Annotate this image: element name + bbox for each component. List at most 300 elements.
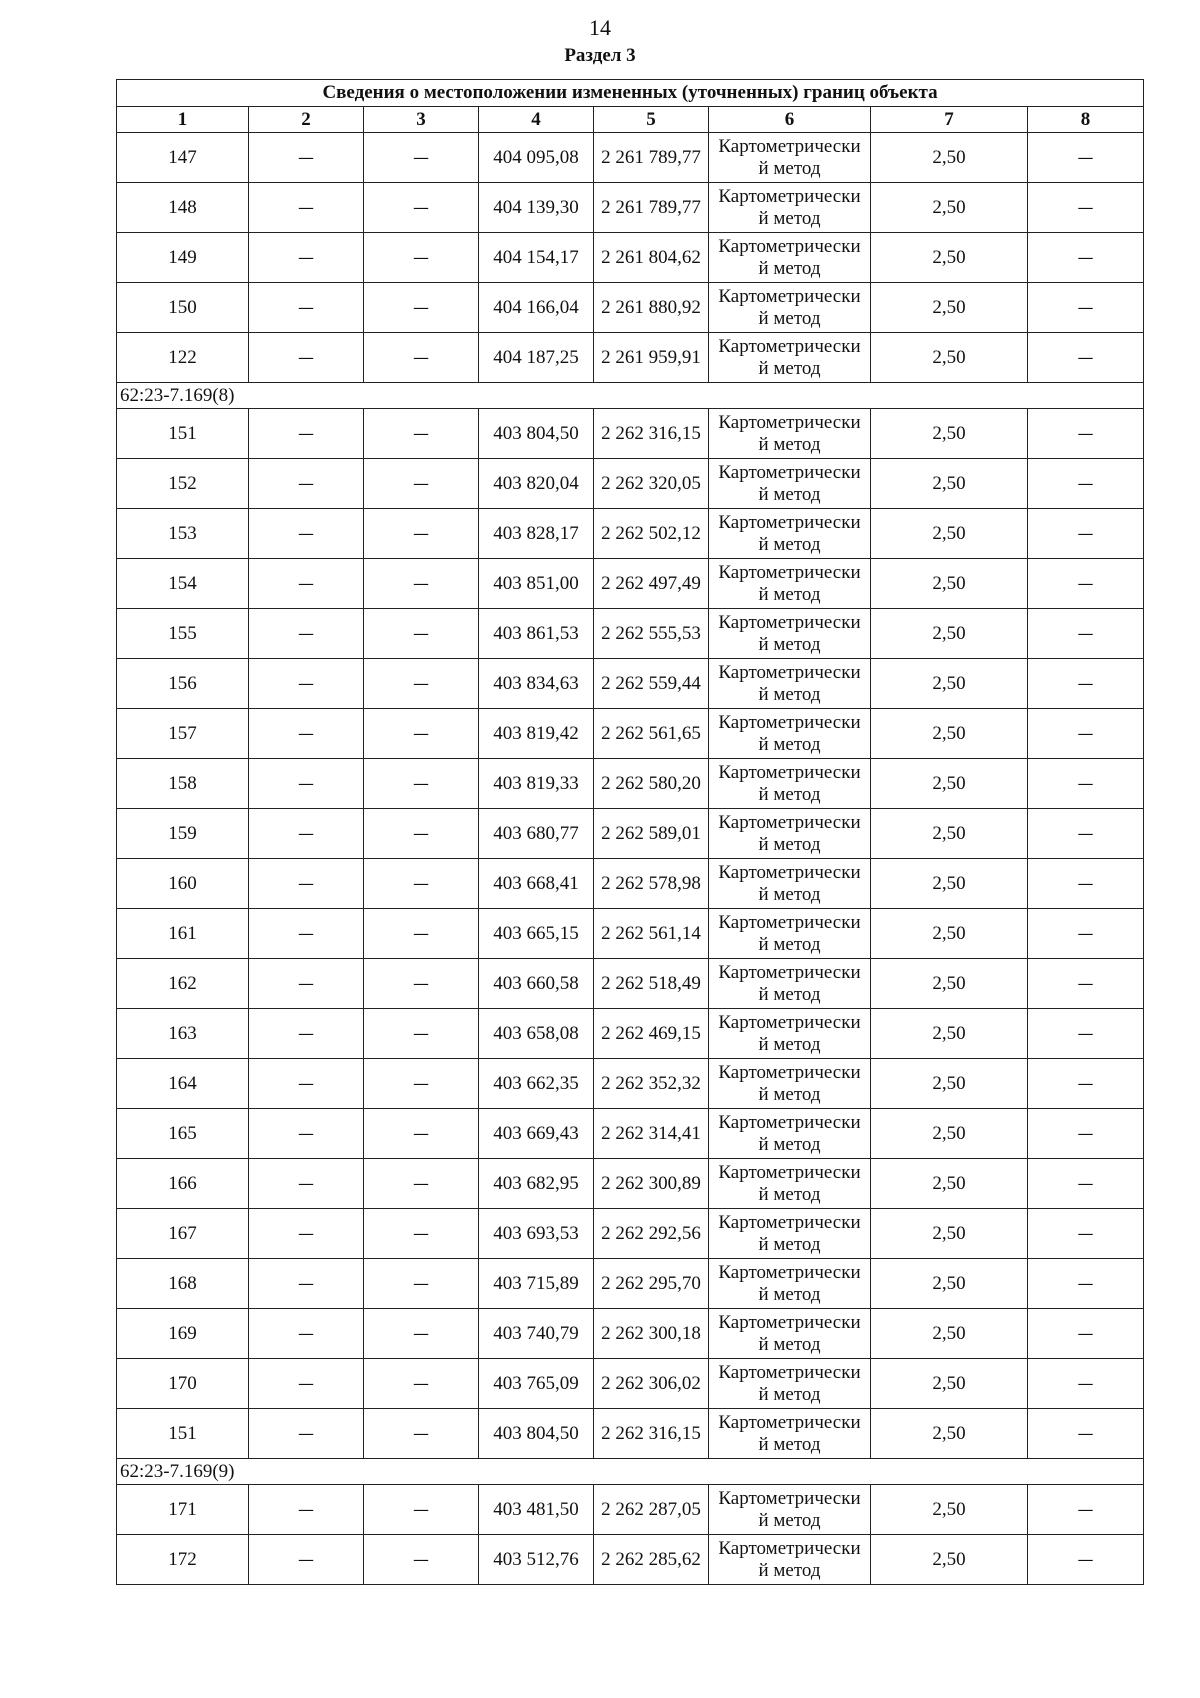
method-line: Картометрически bbox=[718, 1361, 861, 1383]
coordinate-y-cell: 2 262 555,53 bbox=[594, 609, 709, 659]
column-header: 2 bbox=[249, 107, 364, 133]
method-cell bbox=[709, 1159, 871, 1209]
coordinate-x-cell: 403 660,58 bbox=[479, 959, 594, 1009]
precision-cell: 2,50 bbox=[871, 1359, 1028, 1409]
table-row bbox=[117, 1309, 1144, 1359]
precision-cell: 2,50 bbox=[871, 609, 1028, 659]
column-header-row bbox=[117, 107, 1144, 133]
coordinate-x-cell: 403 804,50 bbox=[479, 409, 594, 459]
table-row bbox=[117, 709, 1144, 759]
precision-cell: 2,50 bbox=[871, 659, 1028, 709]
column-header: 7 bbox=[871, 107, 1028, 133]
empty-dash-cell: — bbox=[1028, 809, 1144, 859]
point-number-cell: 151 bbox=[117, 1409, 249, 1459]
empty-dash-cell: — bbox=[1028, 1209, 1144, 1259]
coordinate-y-cell: 2 262 580,20 bbox=[594, 759, 709, 809]
method-cell bbox=[709, 909, 871, 959]
method-line: й метод bbox=[758, 1233, 821, 1255]
method-cell bbox=[709, 759, 871, 809]
coordinate-x-cell: 403 682,95 bbox=[479, 1159, 594, 1209]
coordinate-x-cell: 403 819,33 bbox=[479, 759, 594, 809]
coordinate-x-cell: 403 740,79 bbox=[479, 1309, 594, 1359]
empty-dash-cell: — bbox=[364, 1535, 479, 1585]
empty-dash-cell: — bbox=[1028, 909, 1144, 959]
point-number-cell: 156 bbox=[117, 659, 249, 709]
method-line: й метод bbox=[758, 1283, 821, 1305]
table-row bbox=[117, 1159, 1144, 1209]
method-cell bbox=[709, 559, 871, 609]
empty-dash-cell: — bbox=[1028, 759, 1144, 809]
empty-dash-cell: — bbox=[1028, 133, 1144, 183]
empty-dash-cell: — bbox=[364, 1259, 479, 1309]
method-cell bbox=[709, 183, 871, 233]
empty-dash-cell: — bbox=[364, 1159, 479, 1209]
method-line: Картометрически bbox=[718, 1261, 861, 1283]
method-line: й метод bbox=[758, 1509, 821, 1531]
precision-cell: 2,50 bbox=[871, 1159, 1028, 1209]
table-row bbox=[117, 1109, 1144, 1159]
table-row bbox=[117, 459, 1144, 509]
column-header: 4 bbox=[479, 107, 594, 133]
empty-dash-cell: — bbox=[1028, 1535, 1144, 1585]
point-number-cell: 171 bbox=[117, 1485, 249, 1535]
precision-cell: 2,50 bbox=[871, 1109, 1028, 1159]
method-cell bbox=[709, 859, 871, 909]
method-line: й метод bbox=[758, 1559, 821, 1581]
coordinate-x-cell: 403 851,00 bbox=[479, 559, 594, 609]
method-line: й метод bbox=[758, 683, 821, 705]
empty-dash-cell: — bbox=[249, 659, 364, 709]
point-number-cell: 166 bbox=[117, 1159, 249, 1209]
empty-dash-cell: — bbox=[249, 1259, 364, 1309]
empty-dash-cell: — bbox=[1028, 559, 1144, 609]
empty-dash-cell: — bbox=[1028, 509, 1144, 559]
coordinate-y-cell: 2 262 316,15 bbox=[594, 409, 709, 459]
coordinate-x-cell: 403 662,35 bbox=[479, 1059, 594, 1109]
method-cell bbox=[709, 509, 871, 559]
page-number: 14 bbox=[589, 15, 611, 40]
point-number-cell: 168 bbox=[117, 1259, 249, 1309]
empty-dash-cell: — bbox=[249, 859, 364, 909]
method-line: Картометрически bbox=[718, 1011, 861, 1033]
empty-dash-cell: — bbox=[249, 1485, 364, 1535]
coordinate-x-cell: 403 680,77 bbox=[479, 809, 594, 859]
method-line: й метод bbox=[758, 1333, 821, 1355]
precision-cell: 2,50 bbox=[871, 1009, 1028, 1059]
empty-dash-cell: — bbox=[1028, 1409, 1144, 1459]
empty-dash-cell: — bbox=[249, 1535, 364, 1585]
precision-cell: 2,50 bbox=[871, 183, 1028, 233]
table-row bbox=[117, 509, 1144, 559]
method-line: Картометрически bbox=[718, 335, 861, 357]
empty-dash-cell: — bbox=[1028, 859, 1144, 909]
table-row bbox=[117, 959, 1144, 1009]
coordinate-x-cell: 403 819,42 bbox=[479, 709, 594, 759]
coordinate-x-cell: 404 139,30 bbox=[479, 183, 594, 233]
empty-dash-cell: — bbox=[249, 333, 364, 383]
coordinate-x-cell: 404 095,08 bbox=[479, 133, 594, 183]
empty-dash-cell: — bbox=[364, 709, 479, 759]
method-line: Картометрически bbox=[718, 1487, 861, 1509]
empty-dash-cell: — bbox=[249, 509, 364, 559]
method-line: Картометрически bbox=[718, 861, 861, 883]
method-cell bbox=[709, 1409, 871, 1459]
empty-dash-cell: — bbox=[364, 1059, 479, 1109]
method-line: й метод bbox=[758, 833, 821, 855]
empty-dash-cell: — bbox=[249, 1159, 364, 1209]
method-line: Картометрически bbox=[718, 561, 861, 583]
coordinate-x-cell: 403 820,04 bbox=[479, 459, 594, 509]
empty-dash-cell: — bbox=[1028, 609, 1144, 659]
method-cell bbox=[709, 333, 871, 383]
coordinate-x-cell: 403 665,15 bbox=[479, 909, 594, 959]
table-row bbox=[117, 1209, 1144, 1259]
table-row bbox=[117, 659, 1144, 709]
empty-dash-cell: — bbox=[249, 609, 364, 659]
coordinate-y-cell: 2 262 300,89 bbox=[594, 1159, 709, 1209]
method-line: Картометрически bbox=[718, 461, 861, 483]
point-number-cell: 164 bbox=[117, 1059, 249, 1109]
empty-dash-cell: — bbox=[1028, 709, 1144, 759]
empty-dash-cell: — bbox=[364, 1309, 479, 1359]
method-line: й метод bbox=[758, 883, 821, 905]
method-cell bbox=[709, 233, 871, 283]
table-row bbox=[117, 559, 1144, 609]
method-line: й метод bbox=[758, 633, 821, 655]
empty-dash-cell: — bbox=[249, 459, 364, 509]
empty-dash-cell: — bbox=[364, 333, 479, 383]
coordinate-x-cell: 403 669,43 bbox=[479, 1109, 594, 1159]
empty-dash-cell: — bbox=[364, 859, 479, 909]
point-number-cell: 167 bbox=[117, 1209, 249, 1259]
method-line: Картометрически bbox=[718, 135, 861, 157]
method-line: Картометрически bbox=[718, 1211, 861, 1233]
method-line: Картометрически bbox=[718, 661, 861, 683]
coordinate-y-cell: 2 262 578,98 bbox=[594, 859, 709, 909]
empty-dash-cell: — bbox=[249, 759, 364, 809]
coordinate-x-cell: 403 834,63 bbox=[479, 659, 594, 709]
empty-dash-cell: — bbox=[364, 459, 479, 509]
empty-dash-cell: — bbox=[249, 1209, 364, 1259]
coordinate-x-cell: 404 166,04 bbox=[479, 283, 594, 333]
empty-dash-cell: — bbox=[1028, 1359, 1144, 1409]
empty-dash-cell: — bbox=[249, 959, 364, 1009]
table-caption: Сведения о местоположении измененных (уточненных) границ объекта bbox=[117, 80, 1144, 107]
table-row bbox=[117, 909, 1144, 959]
column-header: 3 bbox=[364, 107, 479, 133]
empty-dash-cell: — bbox=[364, 609, 479, 659]
empty-dash-cell: — bbox=[1028, 1009, 1144, 1059]
precision-cell: 2,50 bbox=[871, 283, 1028, 333]
coordinate-x-cell: 403 715,89 bbox=[479, 1259, 594, 1309]
method-line: Картометрически bbox=[718, 811, 861, 833]
method-cell bbox=[709, 1259, 871, 1309]
empty-dash-cell: — bbox=[249, 1359, 364, 1409]
empty-dash-cell: — bbox=[249, 1109, 364, 1159]
precision-cell: 2,50 bbox=[871, 809, 1028, 859]
empty-dash-cell: — bbox=[249, 1409, 364, 1459]
table-row bbox=[117, 233, 1144, 283]
precision-cell: 2,50 bbox=[871, 709, 1028, 759]
method-line: й метод bbox=[758, 1433, 821, 1455]
coordinate-y-cell: 2 262 285,62 bbox=[594, 1535, 709, 1585]
precision-cell: 2,50 bbox=[871, 559, 1028, 609]
table-row bbox=[117, 809, 1144, 859]
method-cell bbox=[709, 459, 871, 509]
method-cell bbox=[709, 1009, 871, 1059]
empty-dash-cell: — bbox=[364, 559, 479, 609]
point-number-cell: 159 bbox=[117, 809, 249, 859]
method-cell bbox=[709, 133, 871, 183]
method-cell bbox=[709, 959, 871, 1009]
method-line: й метод bbox=[758, 1083, 821, 1105]
coordinate-x-cell: 403 765,09 bbox=[479, 1359, 594, 1409]
coordinate-y-cell: 2 261 789,77 bbox=[594, 133, 709, 183]
coordinate-y-cell: 2 262 306,02 bbox=[594, 1359, 709, 1409]
coordinate-y-cell: 2 262 589,01 bbox=[594, 809, 709, 859]
empty-dash-cell: — bbox=[249, 559, 364, 609]
empty-dash-cell: — bbox=[364, 283, 479, 333]
method-line: й метод bbox=[758, 1383, 821, 1405]
empty-dash-cell: — bbox=[364, 909, 479, 959]
precision-cell: 2,50 bbox=[871, 859, 1028, 909]
precision-cell: 2,50 bbox=[871, 1485, 1028, 1535]
empty-dash-cell: — bbox=[364, 809, 479, 859]
empty-dash-cell: — bbox=[1028, 409, 1144, 459]
empty-dash-cell: — bbox=[249, 909, 364, 959]
table-row bbox=[117, 1059, 1144, 1109]
coordinate-y-cell: 2 262 352,32 bbox=[594, 1059, 709, 1109]
empty-dash-cell: — bbox=[249, 809, 364, 859]
point-number-cell: 148 bbox=[117, 183, 249, 233]
coordinate-x-cell: 403 693,53 bbox=[479, 1209, 594, 1259]
empty-dash-cell: — bbox=[364, 509, 479, 559]
table-row bbox=[117, 609, 1144, 659]
empty-dash-cell: — bbox=[1028, 1485, 1144, 1535]
precision-cell: 2,50 bbox=[871, 1535, 1028, 1585]
precision-cell: 2,50 bbox=[871, 333, 1028, 383]
coordinate-x-cell: 403 861,53 bbox=[479, 609, 594, 659]
table-row bbox=[117, 1259, 1144, 1309]
point-number-cell: 172 bbox=[117, 1535, 249, 1585]
method-line: Картометрически bbox=[718, 1411, 861, 1433]
method-line: Картометрически bbox=[718, 285, 861, 307]
table-row bbox=[117, 759, 1144, 809]
table-row bbox=[117, 1359, 1144, 1409]
coordinate-y-cell: 2 262 316,15 bbox=[594, 1409, 709, 1459]
point-number-cell: 162 bbox=[117, 959, 249, 1009]
point-number-cell: 157 bbox=[117, 709, 249, 759]
coordinate-x-cell: 404 154,17 bbox=[479, 233, 594, 283]
point-number-cell: 147 bbox=[117, 133, 249, 183]
empty-dash-cell: — bbox=[364, 1209, 479, 1259]
precision-cell: 2,50 bbox=[871, 409, 1028, 459]
method-line: й метод bbox=[758, 1183, 821, 1205]
coordinate-y-cell: 2 262 561,14 bbox=[594, 909, 709, 959]
method-line: й метод bbox=[758, 257, 821, 279]
coordinate-x-cell: 403 804,50 bbox=[479, 1409, 594, 1459]
precision-cell: 2,50 bbox=[871, 759, 1028, 809]
coordinate-y-cell: 2 262 320,05 bbox=[594, 459, 709, 509]
point-number-cell: 150 bbox=[117, 283, 249, 333]
group-label: 62:23-7.169(9) bbox=[117, 1459, 1144, 1485]
precision-cell: 2,50 bbox=[871, 233, 1028, 283]
method-line: й метод bbox=[758, 983, 821, 1005]
method-line: й метод bbox=[758, 733, 821, 755]
precision-cell: 2,50 bbox=[871, 1409, 1028, 1459]
table-row bbox=[117, 1409, 1144, 1459]
coordinate-x-cell: 403 668,41 bbox=[479, 859, 594, 909]
coordinate-y-cell: 2 262 314,41 bbox=[594, 1109, 709, 1159]
precision-cell: 2,50 bbox=[871, 133, 1028, 183]
coordinate-y-cell: 2 262 295,70 bbox=[594, 1259, 709, 1309]
table-body bbox=[117, 133, 1144, 1585]
empty-dash-cell: — bbox=[249, 133, 364, 183]
empty-dash-cell: — bbox=[364, 233, 479, 283]
table-row bbox=[117, 859, 1144, 909]
method-line: й метод bbox=[758, 933, 821, 955]
point-number-cell: 165 bbox=[117, 1109, 249, 1159]
empty-dash-cell: — bbox=[1028, 183, 1144, 233]
method-line: Картометрически bbox=[718, 1161, 861, 1183]
method-line: й метод bbox=[758, 433, 821, 455]
method-line: Картометрически bbox=[718, 185, 861, 207]
method-cell bbox=[709, 1359, 871, 1409]
empty-dash-cell: — bbox=[364, 133, 479, 183]
table-row bbox=[117, 283, 1144, 333]
empty-dash-cell: — bbox=[1028, 1159, 1144, 1209]
method-line: й метод bbox=[758, 307, 821, 329]
coordinate-y-cell: 2 262 469,15 bbox=[594, 1009, 709, 1059]
method-line: й метод bbox=[758, 357, 821, 379]
precision-cell: 2,50 bbox=[871, 1309, 1028, 1359]
empty-dash-cell: — bbox=[364, 759, 479, 809]
point-number-cell: 153 bbox=[117, 509, 249, 559]
group-row bbox=[117, 383, 1144, 409]
empty-dash-cell: — bbox=[1028, 459, 1144, 509]
precision-cell: 2,50 bbox=[871, 1209, 1028, 1259]
precision-cell: 2,50 bbox=[871, 959, 1028, 1009]
empty-dash-cell: — bbox=[1028, 1259, 1144, 1309]
empty-dash-cell: — bbox=[364, 959, 479, 1009]
empty-dash-cell: — bbox=[249, 709, 364, 759]
precision-cell: 2,50 bbox=[871, 1259, 1028, 1309]
point-number-cell: 160 bbox=[117, 859, 249, 909]
empty-dash-cell: — bbox=[364, 1485, 479, 1535]
method-cell bbox=[709, 1209, 871, 1259]
method-line: й метод bbox=[758, 207, 821, 229]
coordinate-x-cell: 403 658,08 bbox=[479, 1009, 594, 1059]
empty-dash-cell: — bbox=[364, 659, 479, 709]
point-number-cell: 170 bbox=[117, 1359, 249, 1409]
method-line: Картометрически bbox=[718, 1537, 861, 1559]
precision-cell: 2,50 bbox=[871, 509, 1028, 559]
coordinate-y-cell: 2 262 559,44 bbox=[594, 659, 709, 709]
empty-dash-cell: — bbox=[1028, 1109, 1144, 1159]
method-line: й метод bbox=[758, 783, 821, 805]
coordinate-y-cell: 2 262 300,18 bbox=[594, 1309, 709, 1359]
method-line: Картометрически bbox=[718, 611, 861, 633]
method-cell bbox=[709, 1535, 871, 1585]
empty-dash-cell: — bbox=[249, 233, 364, 283]
column-header: 8 bbox=[1028, 107, 1144, 133]
table-row bbox=[117, 133, 1144, 183]
point-number-cell: 161 bbox=[117, 909, 249, 959]
coordinate-y-cell: 2 262 502,12 bbox=[594, 509, 709, 559]
method-line: й метод bbox=[758, 583, 821, 605]
empty-dash-cell: — bbox=[1028, 333, 1144, 383]
method-line: Картометрически bbox=[718, 961, 861, 983]
empty-dash-cell: — bbox=[364, 1359, 479, 1409]
point-number-cell: 154 bbox=[117, 559, 249, 609]
empty-dash-cell: — bbox=[1028, 659, 1144, 709]
empty-dash-cell: — bbox=[364, 409, 479, 459]
point-number-cell: 158 bbox=[117, 759, 249, 809]
method-cell bbox=[709, 1309, 871, 1359]
method-cell bbox=[709, 409, 871, 459]
method-line: й метод bbox=[758, 157, 821, 179]
boundary-coordinates-table bbox=[116, 79, 1144, 1585]
empty-dash-cell: — bbox=[1028, 283, 1144, 333]
empty-dash-cell: — bbox=[249, 283, 364, 333]
precision-cell: 2,50 bbox=[871, 1059, 1028, 1109]
coordinate-y-cell: 2 262 497,49 bbox=[594, 559, 709, 609]
point-number-cell: 152 bbox=[117, 459, 249, 509]
method-line: Картометрически bbox=[718, 511, 861, 533]
method-line: Картометрически bbox=[718, 411, 861, 433]
method-line: Картометрически bbox=[718, 1311, 861, 1333]
method-line: Картометрически bbox=[718, 911, 861, 933]
table-row bbox=[117, 409, 1144, 459]
point-number-cell: 151 bbox=[117, 409, 249, 459]
section-title: Раздел 3 bbox=[564, 45, 636, 66]
method-cell bbox=[709, 283, 871, 333]
method-cell bbox=[709, 1109, 871, 1159]
point-number-cell: 163 bbox=[117, 1009, 249, 1059]
empty-dash-cell: — bbox=[364, 1109, 479, 1159]
column-header: 1 bbox=[117, 107, 249, 133]
point-number-cell: 169 bbox=[117, 1309, 249, 1359]
coordinate-y-cell: 2 261 789,77 bbox=[594, 183, 709, 233]
coordinate-y-cell: 2 261 804,62 bbox=[594, 233, 709, 283]
empty-dash-cell: — bbox=[1028, 233, 1144, 283]
precision-cell: 2,50 bbox=[871, 459, 1028, 509]
empty-dash-cell: — bbox=[249, 183, 364, 233]
point-number-cell: 149 bbox=[117, 233, 249, 283]
method-line: Картометрически bbox=[718, 711, 861, 733]
method-line: Картометрически bbox=[718, 1111, 861, 1133]
method-cell bbox=[709, 809, 871, 859]
empty-dash-cell: — bbox=[249, 1059, 364, 1109]
empty-dash-cell: — bbox=[364, 1409, 479, 1459]
group-row bbox=[117, 1459, 1144, 1485]
column-header: 5 bbox=[594, 107, 709, 133]
empty-dash-cell: — bbox=[1028, 959, 1144, 1009]
method-cell bbox=[709, 1059, 871, 1109]
coordinate-y-cell: 2 262 518,49 bbox=[594, 959, 709, 1009]
coordinate-y-cell: 2 262 287,05 bbox=[594, 1485, 709, 1535]
method-line: й метод bbox=[758, 1033, 821, 1055]
empty-dash-cell: — bbox=[364, 183, 479, 233]
empty-dash-cell: — bbox=[249, 409, 364, 459]
precision-cell: 2,50 bbox=[871, 909, 1028, 959]
coordinate-x-cell: 403 512,76 bbox=[479, 1535, 594, 1585]
table-row bbox=[117, 1535, 1144, 1585]
method-line: й метод bbox=[758, 483, 821, 505]
empty-dash-cell: — bbox=[249, 1009, 364, 1059]
method-cell bbox=[709, 659, 871, 709]
table-row bbox=[117, 1009, 1144, 1059]
